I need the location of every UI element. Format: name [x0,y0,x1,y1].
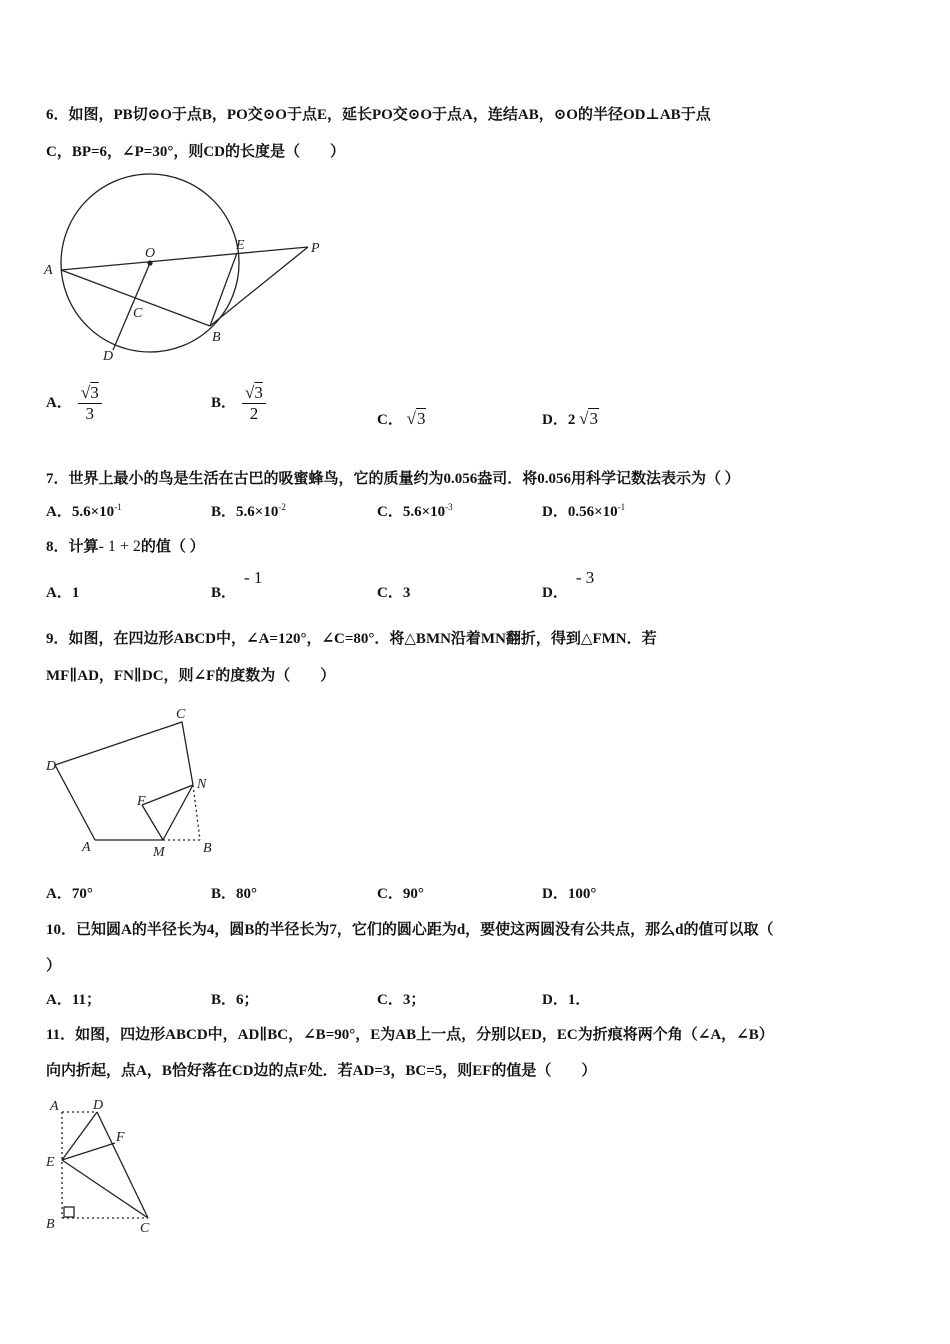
q11-text-line2: 向内折起，点A，B恰好落在CD边的点F处．若AD=3，BC=5，则EF的值是（ ） [46,1063,597,1079]
svg-text:A: A [50,1099,59,1114]
line-ap [61,247,308,270]
q10-text-line2: ） [46,958,62,974]
svg-text:C: C [176,707,186,722]
q9-text-line2: MF∥AD，FN∥DC，则∠F的度数为（ ） [46,668,336,684]
svg-text:P: P [311,241,320,256]
q6-option-d[interactable]: D．2 √3 [542,409,598,428]
q6-option-a[interactable]: A． $\frac{√3}{3}$ [46,383,102,424]
q7-option-a[interactable]: A．$5.6\times 10^{-1}$ [46,502,122,520]
q10-option-c[interactable]: C．3； [377,992,426,1008]
q8-option-c[interactable]: C．3 [377,585,411,601]
q7-option-d[interactable]: D．$0.56\times 10^{-1}$ [542,502,626,520]
svg-text:M: M [153,845,165,860]
svg-text:C: C [133,306,143,321]
svg-text:A: A [44,263,53,278]
q9-option-b[interactable]: B．80° [211,886,258,902]
q9-figure [55,722,200,840]
center-dot [148,261,152,265]
q9-option-a[interactable]: A．70° [46,886,93,902]
q6-labels [43,238,320,364]
q7-option-c[interactable]: C．$5.6\times 10^{-3}$ [377,502,453,520]
q9-text-line1: 9．如图，在四边形ABCD中，∠A=120°，∠C=80°．将△BMN沿着MN翻折，得到△FMN．若 [46,631,657,647]
svg-text:N: N [197,777,207,792]
svg-text:E: E [46,1155,55,1170]
q6-option-c[interactable]: C． √3 [377,409,426,428]
svg-text:F: F [116,1130,125,1145]
q10-option-a[interactable]: A．11； [46,992,102,1008]
svg-text:D: D [103,349,114,364]
q10-option-d[interactable]: D．1． [542,992,591,1008]
q8-option-b[interactable]: B．- 1 [211,568,263,601]
q9-option-c[interactable]: C．90° [377,886,424,902]
svg-text:B: B [203,841,212,856]
svg-text:E: E [236,238,245,253]
q6-option-b[interactable]: B． $\frac{√3}{2}$ [211,383,266,424]
svg-text:F: F [137,794,146,809]
q11-text-line1: 11．如图，四边形ABCD中，AD∥BC，∠B=90°，E为AB上一点，分别以ED，EC为折痕将两个角（∠A，∠B） [46,1027,774,1043]
q6-figure [61,174,308,352]
svg-text:B: B [212,330,221,345]
q7-option-b[interactable]: B．$5.6\times 10^{-2}$ [211,502,286,520]
svg-text:O: O [145,246,156,261]
q7-text: 7．世界上最小的鸟是生活在古巴的吸蜜蜂鸟，它的质量约为0.056盎司．将0.056用科学记数法表示为（ ） [46,471,740,487]
svg-text:A: A [82,840,91,855]
q6-text-line1: 6．如图，PB切⊙O于点B，PO交⊙O于点E，延长PO交⊙O于点A，连结AB，⊙O的半径OD⊥AB于点 [46,107,711,123]
q8-option-a[interactable]: A．1 [46,585,80,601]
q11-labels [45,1098,150,1236]
q11-figure [62,1112,148,1218]
q9-labels [45,707,212,860]
q6-text-line2: C，BP=6，∠P=30°，则CD的长度是（ ） [46,144,345,160]
svg-text:D: D [93,1098,104,1113]
q10-text-line1: 10．已知圆A的半径长为4，圆B的半径长为7，它们的圆心距为d，要使这两圆没有公共点，那么d的值可以取（ [46,922,774,938]
svg-text:D: D [46,759,57,774]
q9-option-d[interactable]: D．100° [542,886,597,902]
svg-text:B: B [46,1217,55,1232]
svg-text:C: C [140,1221,150,1236]
q10-option-b[interactable]: B．6； [211,992,259,1008]
q8-option-d[interactable]: D．- 3 [542,568,595,601]
q8-text: 8．计算- 1 + 2的值（ ） [46,538,205,555]
line-od [113,263,150,350]
